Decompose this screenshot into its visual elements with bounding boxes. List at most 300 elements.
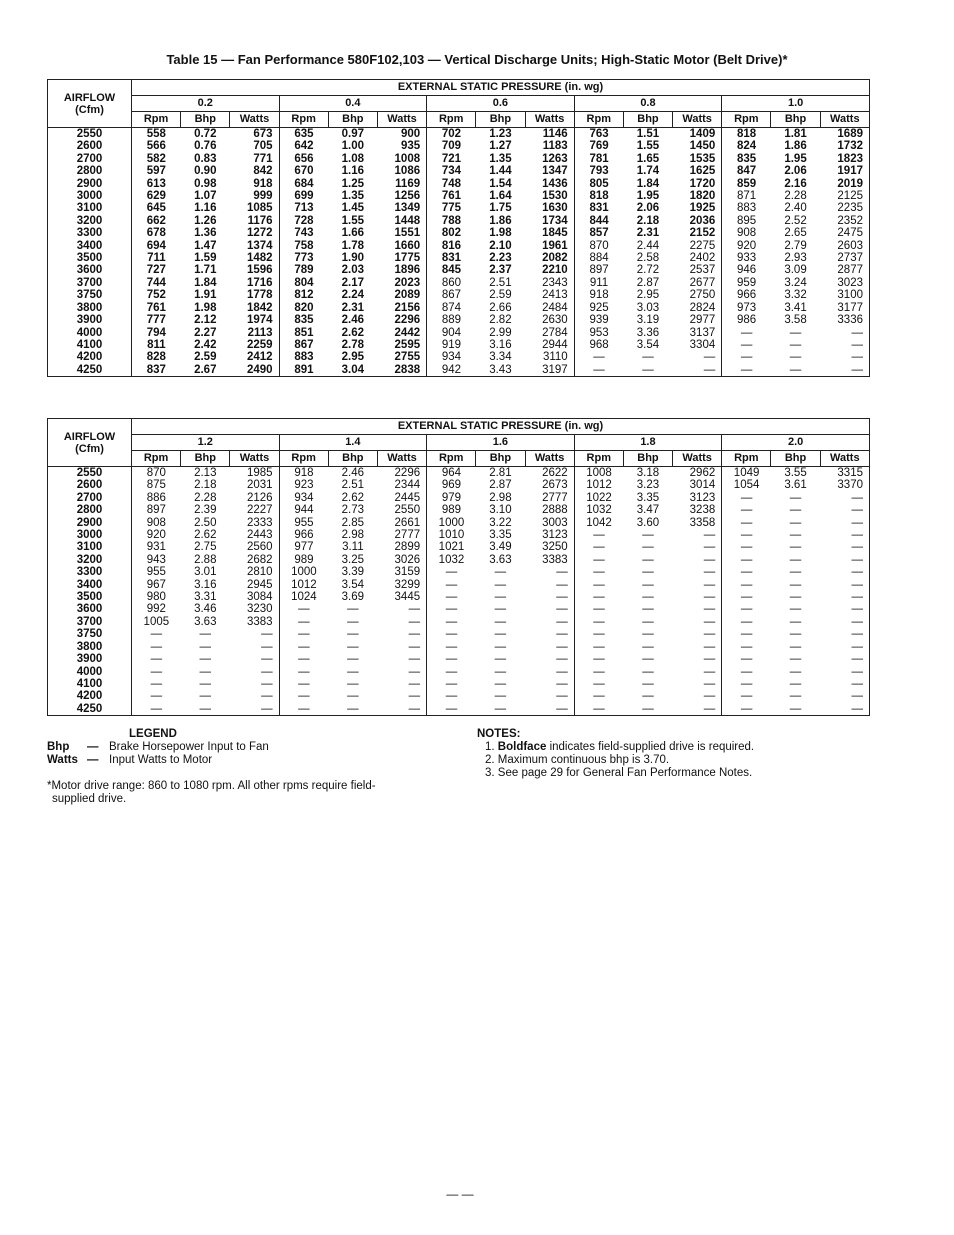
airflow-cell: 2600: [76, 479, 103, 492]
value-cell-watts: 3026: [394, 553, 421, 566]
value-cell-watts: —: [703, 351, 716, 364]
airflow-cell: 4100: [76, 338, 103, 351]
value-cell-bhp: 1.27: [489, 140, 512, 153]
note-text: Maximum continuous bhp is 3.70.: [497, 754, 670, 766]
value-cell-bhp: 2.62: [341, 326, 365, 339]
value-cell-watts: —: [556, 628, 568, 641]
value-cell-rpm: —: [279, 641, 328, 653]
value-cell-watts: 3315: [837, 467, 863, 479]
value-cell-bhp: 2.23: [489, 252, 512, 265]
value-cell-watts: 2560: [246, 541, 273, 554]
value-cell-rpm: 959: [722, 277, 771, 289]
value-cell-bhp: 0.90: [194, 165, 217, 178]
value-cell-rpm: —: [722, 554, 771, 566]
airflow-cell: 2700: [76, 152, 103, 165]
esp-header: EXTERNAL STATIC PRESSURE (in. wg): [132, 419, 870, 435]
value-cell-rpm: —: [427, 641, 476, 653]
value-cell-watts: 2343: [542, 276, 568, 289]
value-cell-rpm: 933: [722, 252, 771, 264]
note-bold: Boldface: [497, 741, 547, 753]
value-cell-watts: 1450: [689, 140, 716, 153]
value-cell-rpm: 748: [427, 178, 476, 190]
value-cell-bhp: —: [642, 578, 654, 591]
value-cell-bhp: 1.59: [194, 252, 217, 265]
airflow-cell: 3200: [76, 214, 103, 227]
value-cell-bhp: —: [789, 351, 802, 364]
value-cell-bhp: 2.67: [194, 363, 217, 376]
value-cell-watts: 771: [253, 152, 273, 165]
value-cell-watts: 3023: [837, 276, 863, 289]
pressure-header: 0.2: [132, 96, 280, 112]
value-cell-bhp: 3.25: [341, 553, 365, 566]
value-cell-watts: —: [703, 665, 716, 678]
table-row: [48, 641, 870, 653]
value-cell-watts: —: [261, 653, 273, 666]
value-cell-bhp: 1.00: [341, 140, 365, 153]
value-cell-rpm: —: [722, 364, 771, 377]
value-cell-rpm: 1042: [574, 517, 623, 529]
value-cell-rpm: 871: [722, 190, 771, 202]
value-cell-rpm: 904: [427, 327, 476, 339]
value-cell-rpm: 923: [279, 479, 328, 491]
table-row: [48, 128, 870, 141]
value-cell-rpm: 889: [427, 314, 476, 326]
notes-heading: NOTES:: [477, 728, 521, 740]
column-header-rpm: Rpm: [279, 112, 328, 128]
value-cell-rpm: 844: [574, 215, 623, 227]
value-cell-bhp: 2.59: [194, 351, 217, 364]
value-cell-bhp: —: [789, 338, 802, 351]
column-header-bhp: Bhp: [181, 451, 230, 467]
value-cell-rpm: 986: [722, 314, 771, 326]
value-cell-rpm: 851: [279, 327, 328, 339]
airflow-header: [48, 80, 132, 128]
value-cell-bhp: 3.23: [636, 479, 660, 492]
value-cell-rpm: 908: [132, 517, 181, 529]
value-cell-rpm: 979: [427, 492, 476, 504]
value-cell-bhp: 2.93: [784, 252, 807, 265]
value-cell-bhp: 1.90: [341, 252, 365, 265]
value-cell-rpm: —: [722, 653, 771, 665]
airflow-cell: 3500: [76, 252, 103, 265]
airflow-cell: 3500: [76, 591, 103, 604]
value-cell-watts: 2082: [542, 252, 568, 265]
value-cell-bhp: 3.39: [341, 566, 365, 579]
value-cell-watts: 2484: [542, 301, 568, 314]
value-cell-watts: —: [408, 677, 421, 690]
value-cell-rpm: —: [132, 678, 181, 690]
value-cell-bhp: —: [642, 690, 654, 703]
value-cell-watts: —: [556, 578, 568, 591]
value-cell-rpm: 1005: [132, 616, 181, 628]
value-cell-watts: 3238: [689, 504, 716, 517]
value-cell-rpm: 558: [132, 128, 181, 141]
value-cell-watts: —: [703, 529, 716, 542]
table-row: [48, 678, 870, 690]
value-cell-rpm: 775: [427, 202, 476, 214]
value-cell-watts: —: [851, 690, 863, 703]
airflow-cell: 3750: [76, 289, 103, 302]
value-cell-bhp: 1.84: [636, 177, 660, 190]
airflow-cell: 3400: [76, 239, 103, 252]
value-cell-bhp: 2.03: [341, 264, 365, 277]
value-cell-rpm: 1000: [279, 566, 328, 578]
value-cell-watts: 918: [253, 177, 273, 190]
value-cell-bhp: 2.66: [489, 301, 512, 314]
table-row: [48, 504, 870, 516]
airflow-cell: 3600: [76, 603, 103, 616]
value-cell-watts: —: [703, 566, 716, 579]
value-cell-rpm: 758: [279, 240, 328, 252]
value-cell-watts: —: [703, 541, 716, 554]
airflow-unit: (Cfm): [75, 442, 104, 455]
value-cell-watts: 2296: [394, 467, 421, 479]
value-cell-watts: —: [851, 665, 863, 678]
value-cell-rpm: 946: [722, 264, 771, 276]
value-cell-bhp: 1.23: [489, 128, 512, 140]
value-cell-watts: —: [408, 640, 421, 653]
value-cell-watts: —: [851, 653, 863, 666]
value-cell-watts: 2031: [246, 479, 273, 492]
value-cell-bhp: 1.55: [636, 140, 660, 153]
value-cell-rpm: —: [722, 339, 771, 351]
value-cell-bhp: 1.78: [341, 239, 365, 252]
value-cell-bhp: —: [642, 628, 654, 641]
airflow-cell: 4000: [76, 326, 103, 339]
value-cell-watts: 2888: [542, 504, 568, 517]
value-cell-rpm: —: [722, 541, 771, 553]
value-cell-bhp: —: [642, 363, 654, 376]
value-cell-bhp: 3.32: [784, 289, 807, 302]
value-cell-bhp: —: [642, 529, 654, 542]
value-cell-bhp: —: [347, 653, 359, 666]
value-cell-rpm: 1024: [279, 591, 328, 603]
value-cell-watts: 1436: [542, 177, 568, 190]
value-cell-watts: 2275: [689, 239, 716, 252]
value-cell-watts: 2412: [246, 351, 273, 364]
value-cell-rpm: 694: [132, 240, 181, 252]
value-cell-rpm: 1000: [427, 517, 476, 529]
value-cell-watts: —: [851, 578, 863, 591]
value-cell-rpm: 1022: [574, 492, 623, 504]
value-cell-bhp: 3.41: [784, 301, 807, 314]
value-cell-bhp: 2.39: [194, 504, 217, 517]
value-cell-rpm: 709: [427, 140, 476, 152]
table-row: [48, 140, 870, 152]
table-row: [48, 591, 870, 603]
value-cell-bhp: —: [789, 326, 802, 339]
value-cell-rpm: 857: [574, 227, 623, 239]
value-cell-bhp: 1.75: [489, 202, 512, 215]
value-cell-rpm: 789: [279, 264, 328, 276]
value-cell-watts: —: [851, 640, 863, 653]
value-cell-watts: 2475: [837, 227, 863, 240]
value-cell-bhp: 2.81: [489, 467, 512, 479]
value-cell-bhp: 2.95: [341, 351, 365, 364]
airflow-cell: 3900: [76, 314, 103, 327]
value-cell-watts: 1732: [837, 140, 863, 153]
value-cell-bhp: 1.71: [194, 264, 217, 277]
note-number: 1.: [485, 741, 495, 753]
value-cell-rpm: 918: [279, 467, 328, 480]
value-cell-watts: 2603: [837, 239, 863, 252]
value-cell-watts: —: [703, 615, 716, 628]
value-cell-watts: 2945: [246, 578, 273, 591]
value-cell-watts: 1183: [542, 140, 568, 153]
value-cell-rpm: —: [574, 364, 623, 377]
value-cell-watts: 1775: [394, 252, 421, 265]
value-cell-watts: —: [556, 591, 568, 604]
column-header-watts: Watts: [673, 112, 722, 128]
value-cell-rpm: 934: [427, 351, 476, 363]
value-cell-bhp: 1.26: [194, 214, 217, 227]
value-cell-rpm: 942: [427, 364, 476, 377]
value-cell-watts: 1974: [246, 314, 273, 327]
value-cell-watts: 2962: [689, 467, 716, 479]
value-cell-bhp: 1.84: [194, 276, 217, 289]
value-cell-bhp: 3.46: [194, 603, 217, 616]
value-cell-bhp: 3.03: [636, 301, 660, 314]
value-cell-watts: —: [556, 603, 568, 616]
value-cell-rpm: 897: [132, 504, 181, 516]
value-cell-bhp: —: [789, 603, 802, 616]
value-cell-bhp: 2.28: [784, 190, 807, 203]
value-cell-bhp: 3.22: [489, 516, 512, 529]
value-cell-bhp: 1.47: [194, 239, 217, 252]
value-cell-rpm: 1049: [722, 467, 771, 480]
value-cell-rpm: —: [574, 351, 623, 363]
column-header-bhp: Bhp: [328, 451, 377, 467]
value-cell-bhp: —: [789, 640, 802, 653]
value-cell-rpm: 920: [722, 240, 771, 252]
page-number: — —: [446, 1187, 474, 1201]
value-cell-rpm: —: [427, 603, 476, 615]
value-cell-rpm: —: [574, 566, 623, 578]
value-cell-rpm: 860: [427, 277, 476, 289]
value-cell-rpm: —: [722, 628, 771, 640]
value-cell-watts: —: [408, 690, 421, 703]
value-cell-watts: 3299: [394, 578, 421, 591]
value-cell-rpm: 919: [427, 339, 476, 351]
value-cell-rpm: —: [279, 616, 328, 628]
table-row: [48, 264, 870, 276]
value-cell-rpm: 897: [574, 264, 623, 276]
value-cell-rpm: —: [427, 666, 476, 678]
value-cell-watts: 2296: [394, 314, 421, 327]
value-cell-bhp: 3.19: [636, 314, 660, 327]
value-cell-bhp: —: [642, 677, 654, 690]
value-cell-watts: —: [408, 615, 421, 628]
value-cell-rpm: 943: [132, 554, 181, 566]
value-cell-rpm: —: [574, 678, 623, 690]
column-header-rpm: Rpm: [427, 112, 476, 128]
pressure-header: 1.2: [132, 435, 280, 451]
value-cell-rpm: —: [427, 690, 476, 702]
table-row: [48, 616, 870, 628]
value-cell-bhp: 2.12: [194, 314, 217, 327]
airflow-cell: 3100: [76, 202, 103, 215]
value-cell-bhp: —: [789, 363, 802, 376]
column-header-bhp: Bhp: [771, 112, 820, 128]
value-cell-watts: 1530: [542, 190, 568, 203]
pressure-header-row: [48, 96, 870, 112]
value-cell-watts: 1720: [689, 177, 716, 190]
value-cell-watts: —: [851, 541, 863, 554]
value-cell-bhp: 1.86: [489, 214, 512, 227]
value-cell-bhp: 0.76: [194, 140, 217, 153]
column-header-rpm: Rpm: [574, 112, 623, 128]
value-cell-bhp: 1.08: [341, 152, 365, 165]
value-cell-watts: 1660: [394, 239, 421, 252]
table-row: [48, 302, 870, 314]
value-cell-rpm: 920: [132, 529, 181, 541]
value-cell-rpm: 629: [132, 190, 181, 202]
value-cell-watts: —: [556, 653, 568, 666]
value-cell-watts: 1272: [246, 227, 273, 240]
value-cell-watts: —: [703, 702, 716, 715]
airflow-cell: 3600: [76, 264, 103, 277]
value-cell-bhp: 2.16: [784, 177, 807, 190]
value-cell-bhp: 3.69: [341, 591, 365, 604]
value-cell-bhp: —: [494, 690, 507, 703]
value-cell-rpm: —: [722, 566, 771, 578]
value-cell-rpm: 953: [574, 327, 623, 339]
value-cell-watts: 935: [400, 140, 421, 153]
value-cell-watts: 2777: [542, 491, 568, 504]
value-cell-rpm: 955: [132, 566, 181, 578]
value-cell-watts: 999: [253, 190, 273, 203]
value-cell-bhp: 1.98: [194, 301, 217, 314]
value-cell-bhp: 2.65: [784, 227, 807, 240]
value-cell-rpm: —: [722, 492, 771, 504]
value-cell-watts: 1716: [246, 276, 273, 289]
value-cell-rpm: —: [574, 703, 623, 716]
pressure-header: 1.6: [427, 435, 575, 451]
legend-item-watts: [47, 754, 447, 767]
value-cell-watts: 2899: [394, 541, 421, 554]
value-cell-rpm: 964: [427, 467, 476, 480]
column-header-row: [48, 451, 870, 467]
value-cell-watts: —: [703, 690, 716, 703]
value-cell-bhp: —: [494, 591, 507, 604]
value-cell-rpm: 824: [722, 140, 771, 152]
value-cell-bhp: —: [789, 677, 802, 690]
value-cell-watts: 3014: [689, 479, 716, 492]
value-cell-bhp: 2.18: [636, 214, 660, 227]
fan-performance-table-low-pressure: [47, 79, 870, 377]
value-cell-watts: —: [703, 363, 716, 376]
value-cell-rpm: —: [574, 529, 623, 541]
esp-header: EXTERNAL STATIC PRESSURE (in. wg): [132, 80, 870, 96]
value-cell-watts: 2777: [394, 529, 421, 542]
value-cell-watts: —: [556, 690, 568, 703]
value-cell-bhp: —: [789, 504, 802, 517]
value-cell-rpm: 804: [279, 277, 328, 289]
column-header-bhp: Bhp: [181, 112, 230, 128]
value-cell-rpm: 828: [132, 351, 181, 363]
airflow-unit: (Cfm): [75, 103, 104, 116]
value-cell-bhp: 2.17: [341, 276, 365, 289]
airflow-cell: 2800: [76, 504, 103, 517]
table-row: [48, 240, 870, 252]
airflow-cell: 4000: [76, 665, 103, 678]
value-cell-bhp: 1.45: [341, 202, 365, 215]
table-row: [48, 339, 870, 351]
value-cell-bhp: 1.55: [341, 214, 365, 227]
value-cell-bhp: 2.44: [636, 239, 660, 252]
value-cell-watts: 1146: [542, 128, 568, 140]
value-cell-watts: —: [408, 665, 421, 678]
value-cell-watts: 1778: [246, 289, 273, 302]
value-cell-rpm: 761: [427, 190, 476, 202]
value-cell-rpm: 713: [279, 202, 328, 214]
value-cell-rpm: —: [722, 504, 771, 516]
value-cell-rpm: —: [132, 653, 181, 665]
value-cell-rpm: 816: [427, 240, 476, 252]
value-cell-rpm: 721: [427, 153, 476, 165]
value-cell-bhp: 3.09: [784, 264, 807, 277]
value-cell-rpm: 752: [132, 289, 181, 301]
value-cell-bhp: 3.36: [636, 326, 660, 339]
value-cell-bhp: —: [642, 640, 654, 653]
column-header-rpm: Rpm: [722, 451, 771, 467]
value-cell-watts: 1169: [395, 177, 421, 190]
table-row: [48, 327, 870, 339]
value-cell-rpm: 699: [279, 190, 328, 202]
value-cell-rpm: 837: [132, 364, 181, 377]
value-cell-bhp: 1.86: [784, 140, 807, 153]
value-cell-bhp: —: [789, 690, 802, 703]
value-cell-bhp: 1.65: [636, 152, 660, 165]
value-cell-bhp: —: [199, 628, 212, 641]
airflow-label: AIRFLOW: [63, 91, 116, 104]
value-cell-watts: 2023: [394, 276, 421, 289]
column-header-bhp: Bhp: [623, 112, 672, 128]
value-cell-watts: 2019: [837, 177, 863, 190]
value-cell-watts: —: [851, 491, 863, 504]
value-cell-rpm: —: [574, 579, 623, 591]
value-cell-watts: 3177: [837, 301, 863, 314]
value-cell-bhp: —: [494, 566, 507, 579]
value-cell-watts: 3123: [689, 491, 716, 504]
table-row: [48, 252, 870, 264]
value-cell-watts: 1630: [542, 202, 568, 215]
value-cell-watts: —: [851, 504, 863, 517]
value-cell-rpm: 1010: [427, 529, 476, 541]
value-cell-bhp: —: [789, 591, 802, 604]
legend-term: Watts: [47, 754, 78, 766]
value-cell-rpm: —: [279, 666, 328, 678]
value-cell-rpm: 582: [132, 153, 181, 165]
value-cell-watts: 842: [253, 165, 273, 178]
value-cell-watts: —: [261, 677, 273, 690]
table-row: [48, 364, 870, 377]
value-cell-rpm: 973: [722, 302, 771, 314]
value-cell-bhp: —: [789, 553, 802, 566]
value-cell-watts: 2126: [246, 491, 273, 504]
footnote-line-2: supplied drive.: [52, 793, 127, 805]
value-cell-rpm: —: [574, 690, 623, 702]
value-cell-bhp: 1.35: [489, 152, 512, 165]
value-cell-watts: —: [261, 702, 273, 715]
airflow-cell: 3400: [76, 578, 103, 591]
value-cell-bhp: 1.81: [784, 128, 807, 140]
value-cell-rpm: —: [574, 541, 623, 553]
table-row: [48, 314, 870, 326]
value-cell-watts: —: [851, 566, 863, 579]
value-cell-bhp: 3.55: [784, 467, 807, 479]
value-cell-rpm: 1021: [427, 541, 476, 553]
